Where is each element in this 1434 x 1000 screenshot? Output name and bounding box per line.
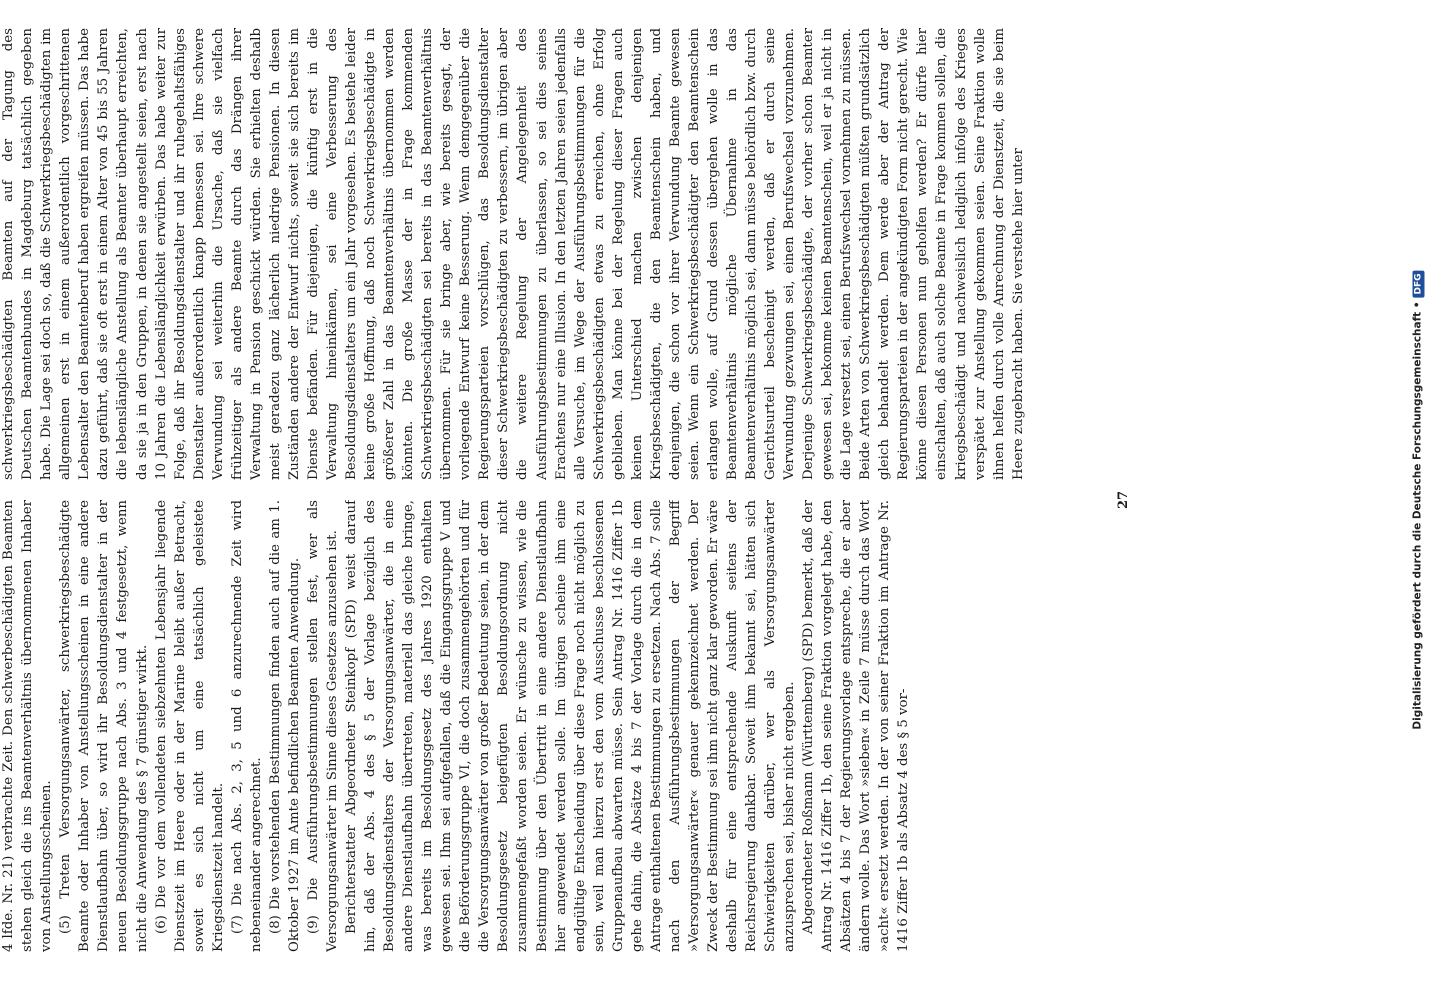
paragraph: Berichterstatter Abgeordneter Steinkopf (SPD) weist darauf hin, daß der Abs. 4 des § 5 der Vorlage bezüglich des Besoldungsdienstalters der Versorgungsanwärter, die in eine andere Dienstlaufbahn übertreten, materiell das gleiche bringe, was bereits im Besoldungsgesetz des Jahres 1920 enthalten gewesen sei. Ihm sei aufgefallen, daß die Eingangsgruppe V und die Beförderungsgruppe VI, die doch zusammengehörten und für die Versorgungsanwärter von großer Bedeutung seien, in der dem Besoldungsgesetz beigefügten Besoldungsordnung nicht zusammengefaßt worden seien. Er wünsche zu wissen, wie die Bestimmung über den Übertritt in eine andere Dienstlaufbahn hier angewendet werden solle. Im übrigen scheine ihm eine endgültige Entscheidung über diese Frage noch nicht möglich zu sein, weil man hierzu erst den vom Ausschusse beschlossenen Gruppenaufbau abwarten müsse. Sein Antrag Nr. 1416 Ziffer 1b gehe dahin, die Absätze 4 bis 7 der Vorlage durch die in dem Antrage enthaltenen Bestimmungen zu ersetzen. Nach Abs. 7 solle nach den Ausführungsbestimmungen der Begriff »Versorgungsanwärter« genauer gekennzeichnet werden. Der Zweck der Bestimmung sei ihm nicht ganz klar geworden. Er wäre deshalb für eine entsprechende Auskunft seitens der Reichsregierung dankbar. Soweit ihm bekannt sei, hätten sich Schwierigkeiten darüber, wer als Versorgungsanwärter anzusprechen sei, bisher nicht ergeben. xyxy=(344,500,798,952)
paragraph: schwerkriegsbeschädigten Beamten auf der Tagung des Deutschen Beamtenbundes in Magdeburg tatsächlich gegeben habe. Die Lage sei doch so, daß die Schwerkriegsbeschädigten im allgemeinen erst in einem außerordentlich vorgeschrittenen Lebensalter den Beamtenberuf haben ergreifen müssen. Das habe dazu geführt, daß sie oft erst in einem Alter von 45 bis 55 Jahren die lebenslängliche Anstellung als Beamter überhaupt erreichten, da sie ja in den Gruppen, in denen sie angestellt seien, erst nach 10 Jahren die Lebenslänglichkeit erwürben. Das habe weiter zur Folge, daß ihr Besoldungsdienstalter und ihr ruhegehaltsfähiges Dienstalter außerordentlich knapp bemessen sei. Ihre schwere Verwundung sei weiterhin die Ursache, daß sie vielfach frühzeitiger als andere Beamte durch das Drängen ihrer Verwaltung in Pension geschickt würden. Sie erhielten deshalb meist geradezu ganz lächerlich niedrige Pensionen. In diesen Zuständen andere der Entwurf nichts, soweit sie sich bereits im Dienste befänden. Für diejenigen, die künftig erst in die Verwaltung hineinkämen, sei eine Verbesserung des Besoldungsdienstalters um ein Jahr vorgesehen. Es bestehe leider keine große Hoffnung, daß noch Schwerkriegsbeschädigte in größerer Zahl in das Beamtenverhältnis übernommen werden könnten. Die große Masse der in Frage kommenden Schwerkriegsbeschädigten sei bereits in das Beamtenverhältnis übernommen. Für sie bringe aber, wie bereits gesagt, der vorliegende Entwurf keine Besserung. Wenn demgegenüber die Regierungsparteien vorschlügen, das Besoldungsdienstalter dieser Schwerkriegsbeschädigten zu verbessern, im übrigen aber die weitere Regelung der Angelegenheit des Ausführungsbestimmungen zu überlassen, so sei dies seines Erachtens nur eine Illusion. In den letzten Jahren seien jedenfalls alle Versuche, im Wege der Ausführungsbestimmungen für die Schwerkriegsbeschädigten etwas zu erreichen, ohne Erfolg geblieben. Man könne bei der Regelung dieser Fragen auch keinen Unterschied machen zwischen denjenigen Kriegsbeschädigten, die den Beamtenschein haben, und denjenigen, die schon vor ihrer Verwundung Beamte gewesen seien. Wenn ein Schwerkriegsbeschädigter den Beamtenschein erlangen wolle, auf Grund dessen übergehen wolle in das Beamtenverhältnis mögliche Übernahme in das Beamtenverhältnis möglich sei, dann müsse behördlich bzw. durch Gerichtsurteil bescheinigt werden, daß er durch seine Verwundung gezwungen sei, einen Berufswechsel vorzunehmen. Derjenige Schwerkriegsbeschädigte, der vorher schon Beamter gewesen sei, bekomme keinen Beamtenschein, weil er ja nicht in die Lage versetzt sei, einen Berufswechsel vornehmen zu müssen. Beide Arten von Schwerkriegsbeschädigten müßten grundsätzlich gleich behandelt werden. Dem werde aber der Antrag der Regierungsparteien in der angekündigten Form nicht gerecht. Wie könne diesen Personen nun geholfen werden? Er dürfe hier einschalten, daß auch solche Beamte in Frage kommen sollen, die kriegsbeschädigt und nachweislich lediglich infolge des Krieges verspätet zur Anstellung gekommen seien. Seine Fraktion wolle ihnen helfen durch volle Anrechnung der Dienstzeit, die sie beim Heere zugebracht haben. Sie verstehe hier unter xyxy=(1,28,1026,480)
document-page xyxy=(0,20,1145,980)
digitization-credit-strip xyxy=(1404,0,1432,1000)
folio-number: 27 xyxy=(1116,490,1131,510)
paragraph: 4 lfde. Nr. 21) verbrachte Zeit. Den schwerbeschädigten Beamten stehen gleich die ins Beamtenverhältnis übernommenen Inhaber von Anstellungsscheinen. xyxy=(1,500,55,952)
paragraph: (9) Die Ausführungsbestimmungen stellen fest, wer als Versorgungsanwärter im Sinne dieses Gesetzes anzusehen ist. xyxy=(305,500,340,952)
right-column xyxy=(0,28,1101,480)
paragraph: (5) Treten Versorgungsanwärter, schwerkriegsbeschädigte Beamte oder Inhaber von Anstellungsscheinen in eine andere Dienstlaufbahn über, so wird ihr Besoldungsdienstalter in der neuen Besoldungsgruppe nach Abs. 3 und 4 festgesetzt, wenn nicht die Anwendung des § 7 günstiger wirkt. xyxy=(58,500,150,952)
paragraph: Abgeordneter Roßmann (Württemberg) (SPD) bemerkt, daß der Antrag Nr. 1416 Ziffer 1b, den seine Fraktion vorgelegt habe, den Absätzen 4 bis 7 der Regierungsvorlage entspreche, die er aber ändern wolle. Das Wort »sieben« in Zeile 7 müsse durch das Wort »acht« ersetzt werden. In der von seiner Fraktion im Antrage Nr. 1416 Ziffer 1b als Absatz 4 des § 5 vor- xyxy=(801,500,912,952)
paragraph: (7) Die nach Abs. 2, 3, 5 und 6 anzurechnende Zeit wird nebeneinander angerechnet. xyxy=(229,500,264,952)
left-column xyxy=(0,500,1101,952)
paragraph: (6) Die vor dem vollendeten siebzehnten Lebensjahr liegende Dienstzeit im Heere oder in der Marine bleibt außer Betracht, soweit es sich nicht um eine tatsächlich geleistete Kriegsdienstzeit handelt. xyxy=(153,500,226,952)
digitization-credit xyxy=(1412,270,1425,729)
dfg-logo: DFG xyxy=(1413,270,1425,297)
paragraph: (8) Die vorstehenden Bestimmungen finden auch auf die am 1. Oktober 1927 im Amte befindlichen Beamten Anwendung. xyxy=(267,500,302,952)
credit-text: Digitalisierung gefördert durch die Deutsche Forschungsgemeinschaft • xyxy=(1411,301,1424,730)
